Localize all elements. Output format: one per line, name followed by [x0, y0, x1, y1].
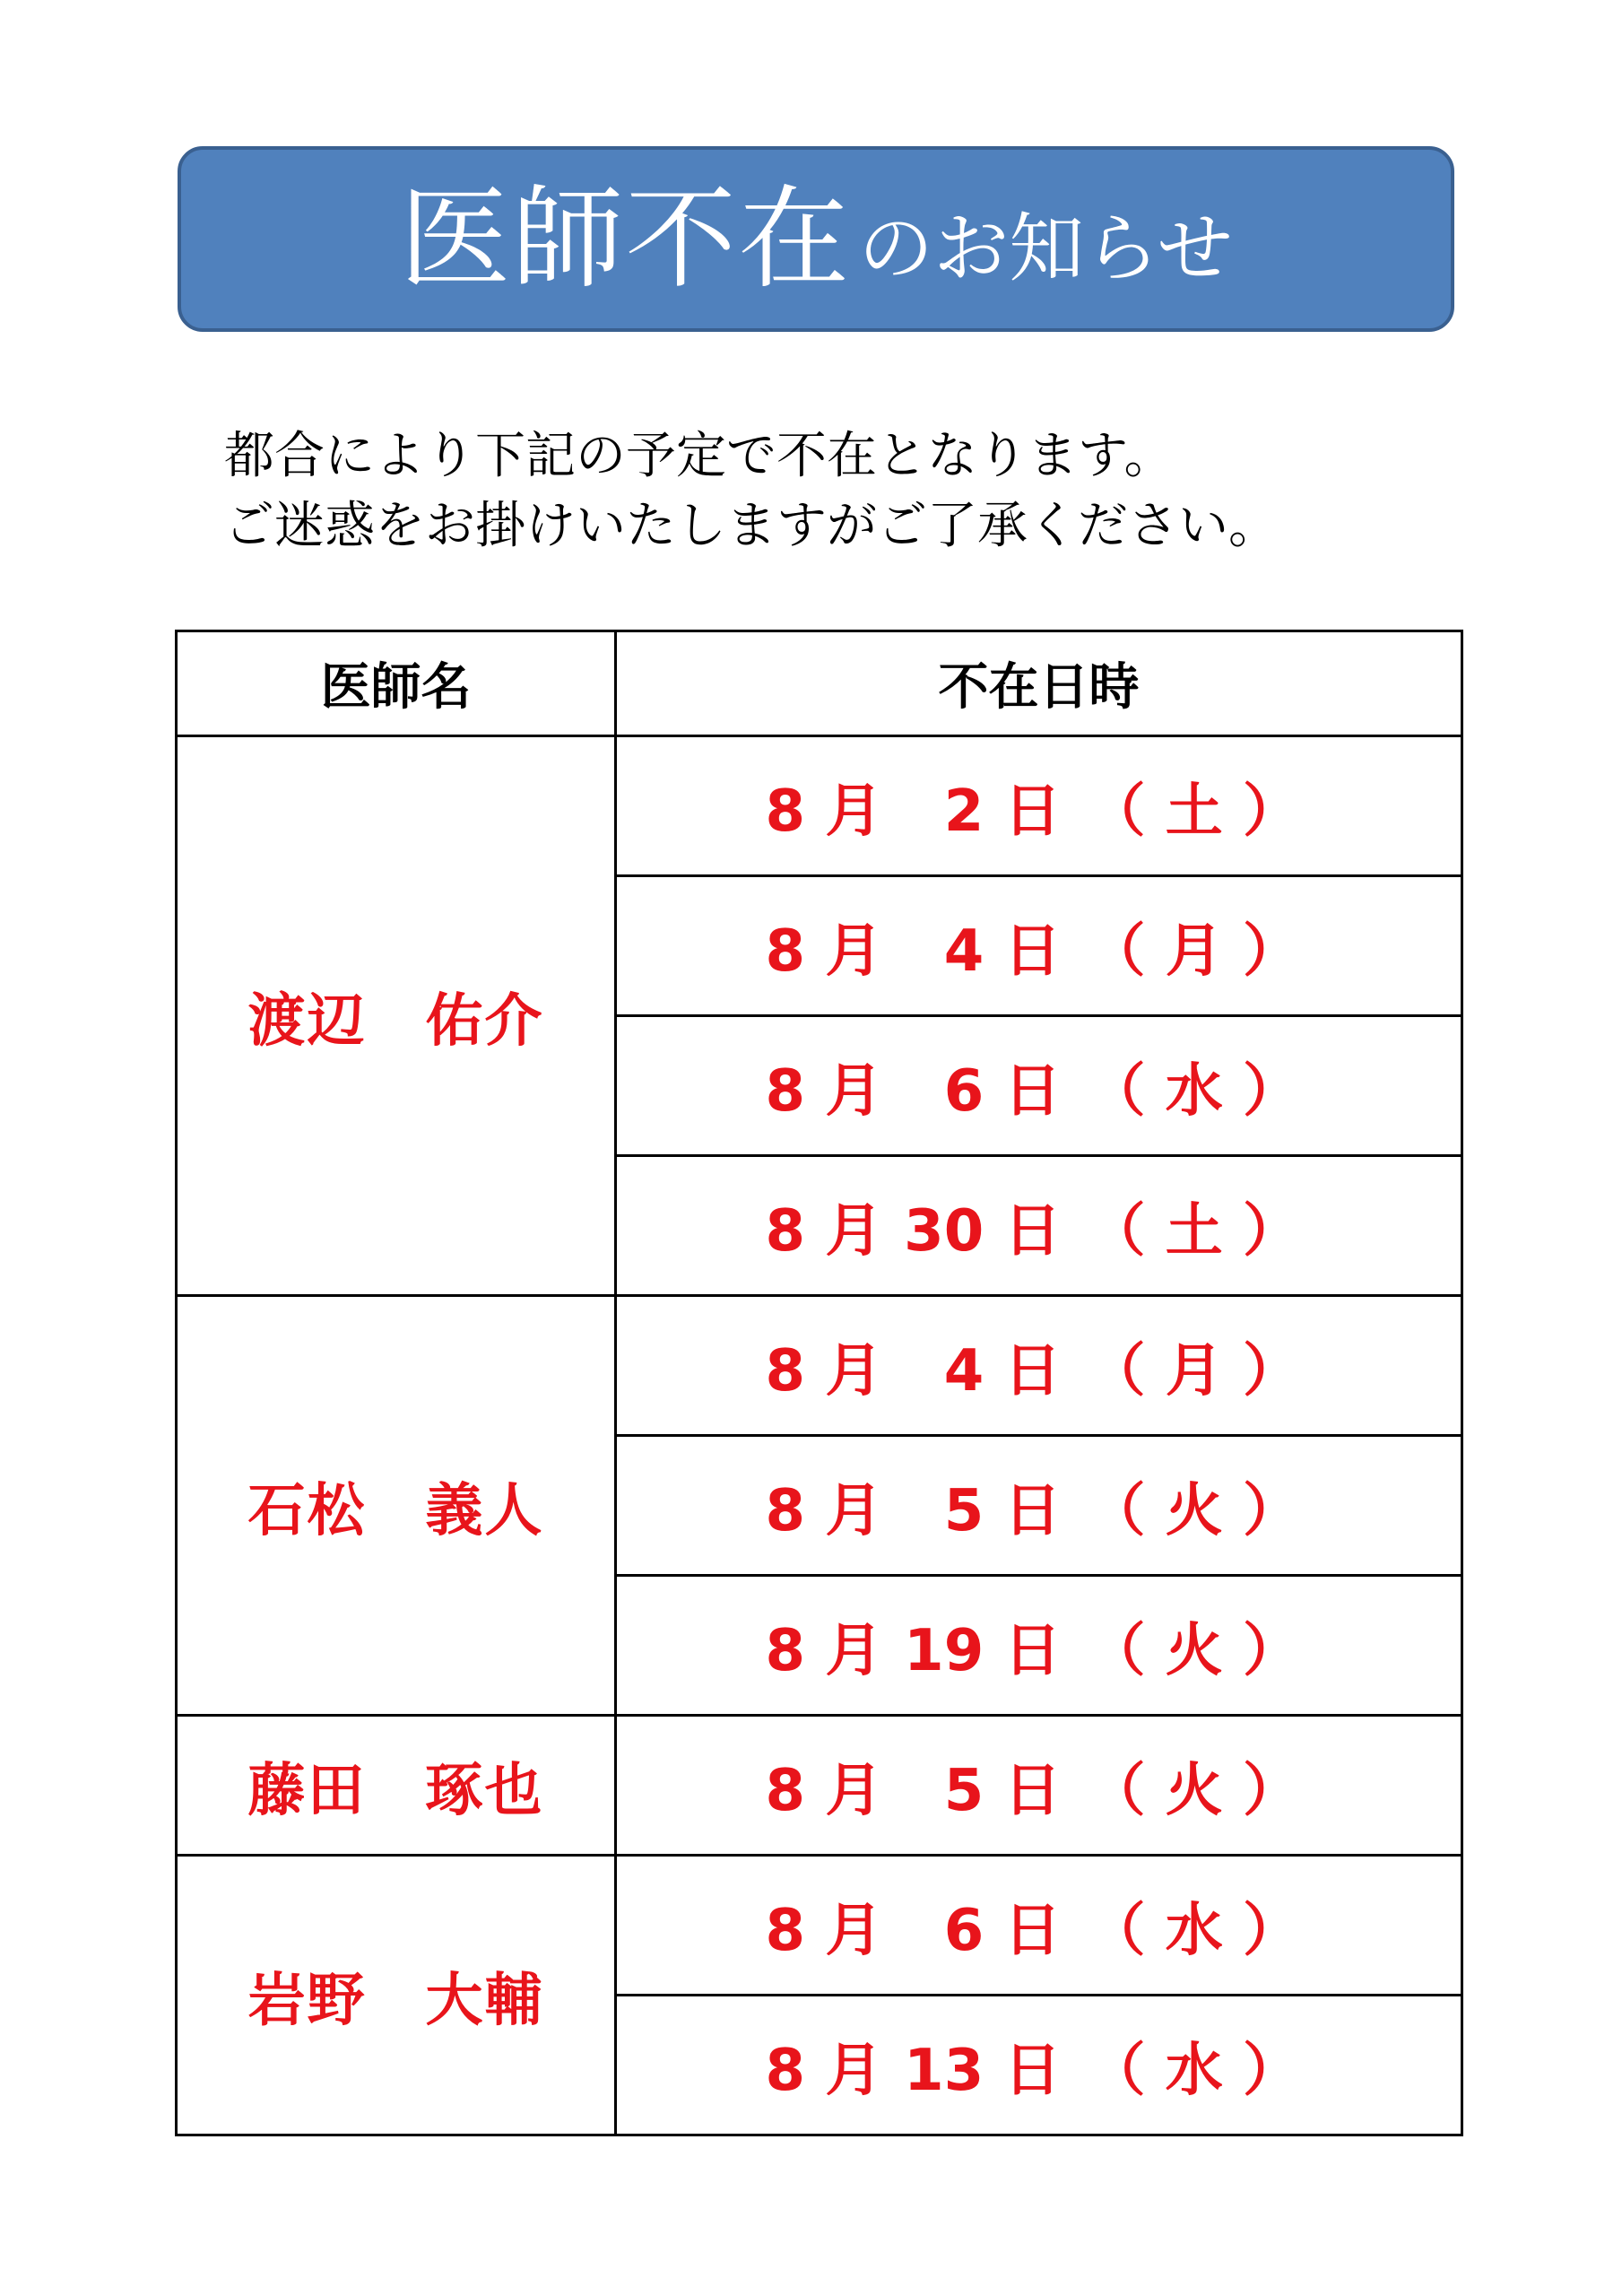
date-weekday: （ 水 ）: [1088, 1057, 1301, 1125]
absence-date: [616, 876, 1462, 1016]
date-month: 8 月: [765, 1477, 883, 1544]
date-month: 8 月: [765, 2037, 883, 2104]
date-day: 5 日: [943, 1477, 1062, 1544]
absence-date-text: [765, 1884, 1301, 1967]
absence-date-text: [765, 1605, 1301, 1687]
date-month: 8 月: [765, 1057, 883, 1125]
absence-date: [616, 1296, 1462, 1436]
date-day: 30 日: [904, 1197, 1062, 1265]
absence-date: [616, 1156, 1462, 1296]
intro-line-2: ご迷惑をお掛けいたしますがご了承ください。: [224, 497, 1279, 555]
date-month: 8 月: [765, 918, 883, 985]
header-doctor-name: 医師名: [177, 631, 616, 736]
date-weekday: （ 土 ）: [1088, 778, 1301, 845]
page-title-suffix: のお知らせ: [858, 204, 1233, 292]
doctor-name: 石松 義人: [177, 1296, 616, 1716]
date-day: 4 日: [943, 918, 1062, 985]
absence-date: [616, 1856, 1462, 1996]
table-header-row: [177, 631, 1462, 736]
absence-date: [616, 1436, 1462, 1576]
absence-date: [616, 736, 1462, 876]
absence-date-text: [765, 765, 1301, 848]
date-weekday: （ 月 ）: [1088, 918, 1301, 985]
date-day: 13 日: [904, 2037, 1062, 2104]
date-weekday: （ 火 ）: [1088, 1617, 1301, 1684]
date-month: 8 月: [765, 778, 883, 845]
date-day: 4 日: [943, 1337, 1062, 1405]
date-weekday: （ 月 ）: [1088, 1337, 1301, 1405]
date-month: 8 月: [765, 1197, 883, 1265]
doctor-name: 藤田 琢也: [177, 1716, 616, 1856]
date-weekday: （ 火 ）: [1088, 1477, 1301, 1544]
table-row: [177, 1716, 1462, 1856]
absence-date-text: [765, 1325, 1301, 1407]
date-weekday: （ 水 ）: [1088, 2037, 1301, 2104]
intro-line-1: 都合により下記の予定で不在となります。: [224, 427, 1175, 485]
date-day: 6 日: [943, 1057, 1062, 1125]
date-day: 2 日: [943, 778, 1062, 845]
absence-date: [616, 1716, 1462, 1856]
table-row: [177, 1296, 1462, 1436]
intro-text: [224, 422, 1279, 561]
table-row: [177, 1856, 1462, 1996]
doctor-name: 渡辺 佑介: [177, 736, 616, 1296]
absence-date: [616, 1016, 1462, 1156]
date-weekday: （ 土 ）: [1088, 1197, 1301, 1265]
absence-date: [616, 1996, 1462, 2135]
date-month: 8 月: [765, 1757, 883, 1824]
page-title: 医師不在: [399, 174, 852, 304]
doctor-name: 岩野 大輔: [177, 1856, 616, 2135]
date-day: 6 日: [943, 1897, 1062, 1964]
absence-schedule-table: [175, 630, 1463, 2136]
absence-date-text: [765, 1744, 1301, 1827]
header-absence-datetime: 不在日時: [616, 631, 1462, 736]
absence-date-text: [765, 1465, 1301, 1547]
table-body: [177, 736, 1462, 2135]
date-day: 19 日: [904, 1617, 1062, 1684]
date-month: 8 月: [765, 1337, 883, 1405]
absence-date-text: [765, 1045, 1301, 1127]
date-month: 8 月: [765, 1897, 883, 1964]
absence-date-text: [765, 905, 1301, 987]
notice-banner: [178, 146, 1454, 332]
date-month: 8 月: [765, 1617, 883, 1684]
absence-date-text: [765, 2024, 1301, 2107]
table-row: [177, 736, 1462, 876]
date-day: 5 日: [943, 1757, 1062, 1824]
absence-date-text: [765, 1185, 1301, 1267]
absence-date: [616, 1576, 1462, 1716]
date-weekday: （ 火 ）: [1088, 1757, 1301, 1824]
date-weekday: （ 水 ）: [1088, 1897, 1301, 1964]
